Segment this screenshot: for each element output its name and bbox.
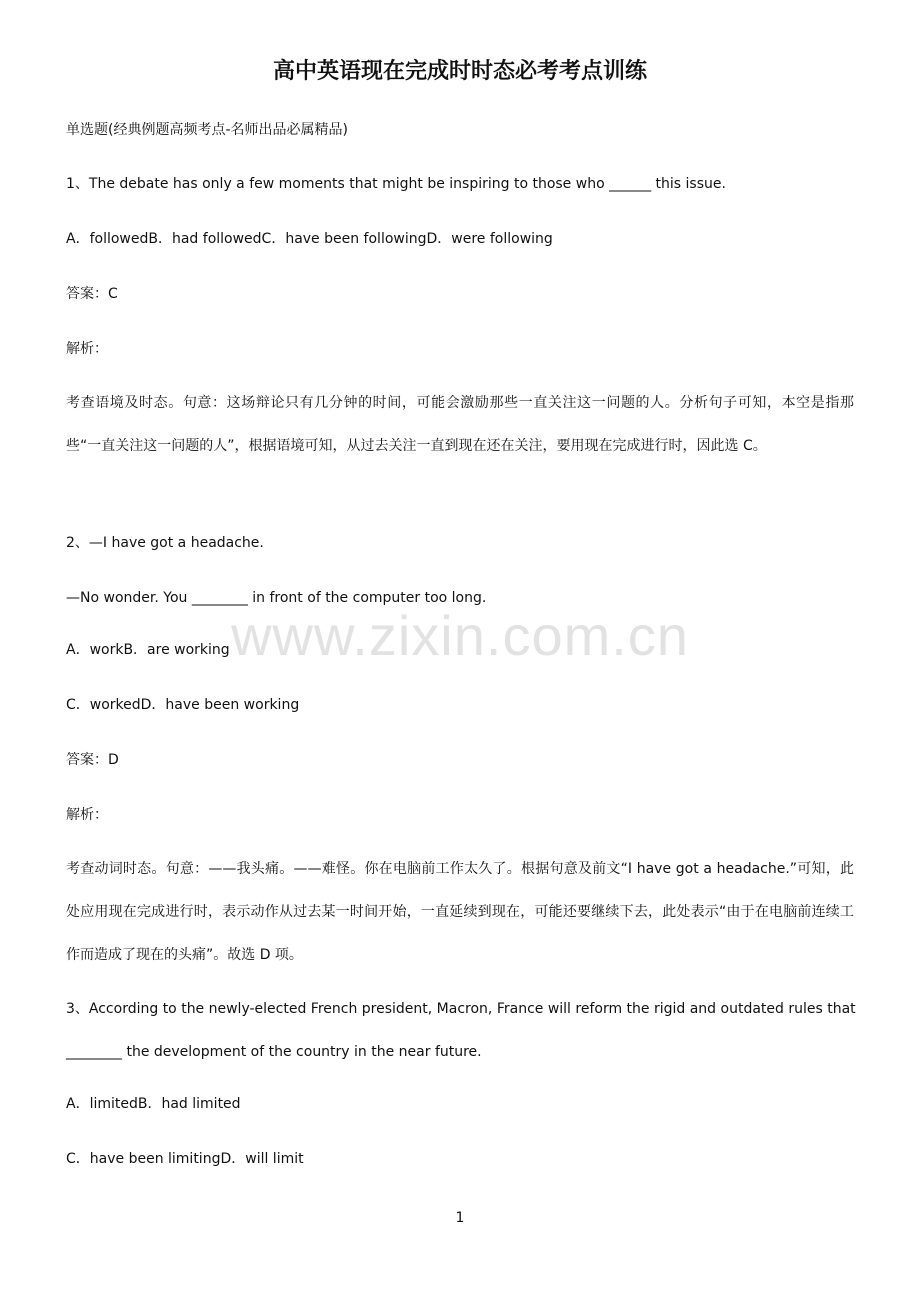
document-title: 高中英语现在完成时时态必考考点训练	[272, 59, 647, 84]
question-3-options-line-2: C．have been limitingD．will limit	[66, 1151, 304, 1167]
watermark: www.zixin.com.cn	[231, 604, 689, 667]
question-1-options: A．followedB．had followedC．have been followingD．were following	[66, 231, 553, 247]
question-2-stem-line-2: —No wonder. You ________ in front of the computer too long.	[66, 590, 487, 606]
question-1-analysis: 考查语境及时态。句意：这场辩论只有几分钟的时间，可能会激励那些一直关注这一问题的人。分析句子可知，本空是指那些“一直关注这一问题的人”，根据语境可知，从过去关注一直到现在还在关注，要用现在完成进行时，因此选 C。	[66, 395, 854, 454]
question-2-analysis-label: 解析：	[66, 807, 108, 823]
question-2-answer: 答案：D	[66, 752, 119, 768]
question-3-options-line-1: A．limitedB．had limited	[66, 1096, 241, 1112]
question-2-stem-line-1: 2、—I have got a headache.	[66, 535, 264, 551]
question-2-analysis: 考查动词时态。句意：——我头痛。——难怪。你在电脑前工作太久了。根据句意及前文“I have got a headache.”可知，此处应用现在完成进行时，表示动作从过去某一时间开始，一直延续到现在，可能还要继续下去，此处表示“由于在电脑前连续工作而造成了现在的头痛”。故选 D 项。	[66, 861, 854, 963]
question-1-stem: 1、The debate has only a few moments that might be inspiring to those who ______ this issue.	[66, 176, 726, 192]
section-heading: 单选题(经典例题高频考点-名师出品必属精品)	[66, 122, 348, 138]
question-2-options-line-1: A．workB．are working	[66, 642, 230, 658]
question-1-answer: 答案：C	[66, 286, 118, 302]
question-2-options-line-2: C．workedD．have been working	[66, 697, 300, 713]
question-1-analysis-label: 解析：	[66, 341, 108, 357]
question-3-stem-line-1: 3、According to the newly-elected French president, Macron, France will reform the rigid and outdated rules that	[66, 1001, 856, 1017]
page-number: 1	[455, 1210, 465, 1226]
question-3-stem-line-2: ________ the development of the country in the near future.	[66, 1044, 482, 1060]
